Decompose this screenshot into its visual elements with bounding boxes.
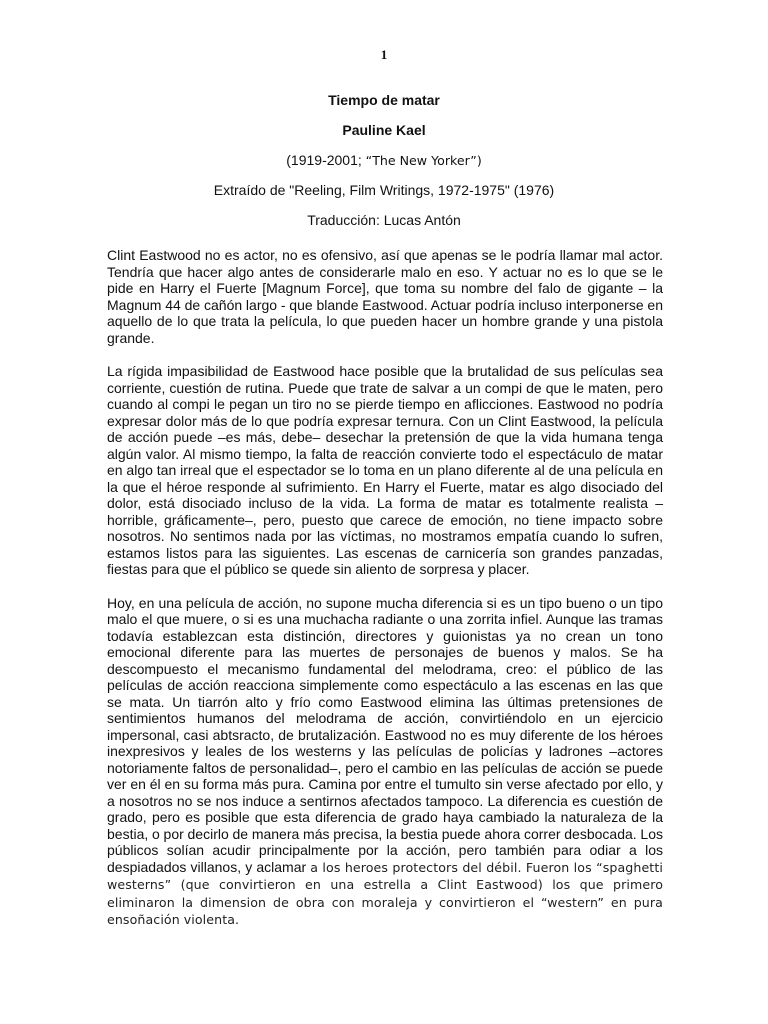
paragraph-3 — [107, 595, 663, 929]
translation-credit: Traducción: Lucas Antón — [307, 212, 461, 228]
paragraph-3-main: Hoy, en una película de acción, no supone mucha diferencia si es un tipo bueno o un tipo malo el que muere, o si es una muchacha radiante o una zorrita infiel. Aunque las tramas todavía establezcan esta distinción, directores y guionistas ya no crean un tono emocional diferente para las muertes de personajes de buenos y malos. Se ha descompuesto el mecanismo fundamental del melodrama, creo: el público de las películas de acción reacciona simplemente como espectáculo a las escenas en las que se mata. Un tiarrón alto y frío como Eastwood elimina las últimas pretensiones de sentimientos humanos del melodrama de acción, convirtiéndolo en un ejercicio impersonal, casi abtsracto, de brutalización. Eastwood no es muy diferente de los héroes inexpresivos y leales de los westerns y las películas de policías y ladrones –actores notoriamente faltos de personalidad–, pero el cambio en las películas de acción se puede ver en él en su forma más pura. Camina por entre el tumulto sin verse afectado por ello, y a nosotros no se nos induce a sentirnos afectados tampoco. La diferencia es cuestión de grado, pero es posible que esta diferencia de grado haya cambiado la naturaleza de la bestia, o por decirlo de manera más precisa, la bestia puede ahora correr desbocada. Los públicos solían acudir principalmente por la acción, pero también para odiar a los despiadados villanos, y aclamar — [107, 594, 663, 875]
paragraph-1: Clint Eastwood no es actor, no es ofensivo, así que apenas se le podría llamar mal actor. Tendría que hacer algo antes de considerarle malo en eso. Y actuar no es lo que se le pide en Harry el Fuerte [Magnum Force], que toma su nombre del falo de gigante – la Magnum 44 de cañón largo - que blande Eastwood. Actuar podría incluso interponerse en aquello de lo que trata la película, lo que pueden hacer un hombre grande y una pistola grande. — [107, 247, 663, 346]
paragraph-3-tail: a los heroes protectors del débil. Fueron los “spaghetti westerns” (que convirtieron en una estrella a Clint Eastwood) los que primero eliminaron la dimension de obra con moraleja y convirtieron el “western” en pura ensoñación violenta. — [107, 859, 663, 927]
author-dates-years: (1919-2001; — [286, 152, 366, 168]
paragraph-2: La rígida impasibilidad de Eastwood hace posible que la brutalidad de sus películas sea corriente, cuestión de rutina. Puede que trate de salvar a un compi de que le maten, pero cuando al compi le pegan un tiro no se pierde tiempo en aflicciones. Eastwood no podría expresar dolor más de lo que podría expresar ternura. Con un Clint Eastwood, la película de acción puede –es más, debe– desechar la pretensión de que la vida humana tenga algún valor. Al mismo tiempo, la falta de reacción convierte todo el espectáculo de matar en algo tan irreal que el espectador se lo toma en un plano diferente al de una película en la que el héroe responde al sufrimiento. En Harry el Fuerte, matar es algo disociado del dolor, está disociado incluso de la vida. La forma de matar es totalmente realista –horrible, gráficamente–, pero, puesto que carece de emoción, no tiene impacto sobre nosotros. No sentimos nada por las víctimas, no mostramos empatía cuando lo sufren, estamos listos para las siguientes. Las escenas de carnicería son grandes panzadas, fiestas para que el público se quede sin aliento de sorpresa y placer. — [107, 363, 663, 577]
source-line: Extraído de "Reeling, Film Writings, 1972-1975" (1976) — [213, 182, 555, 198]
document-author: Pauline Kael — [342, 122, 426, 138]
document-title: Tiempo de matar — [328, 92, 440, 108]
document-header — [0, 92, 768, 228]
article-body — [107, 247, 663, 929]
page-number: 1 — [380, 47, 388, 62]
author-publication: “The New Yorker”) — [365, 153, 482, 168]
author-dates — [0, 152, 768, 168]
